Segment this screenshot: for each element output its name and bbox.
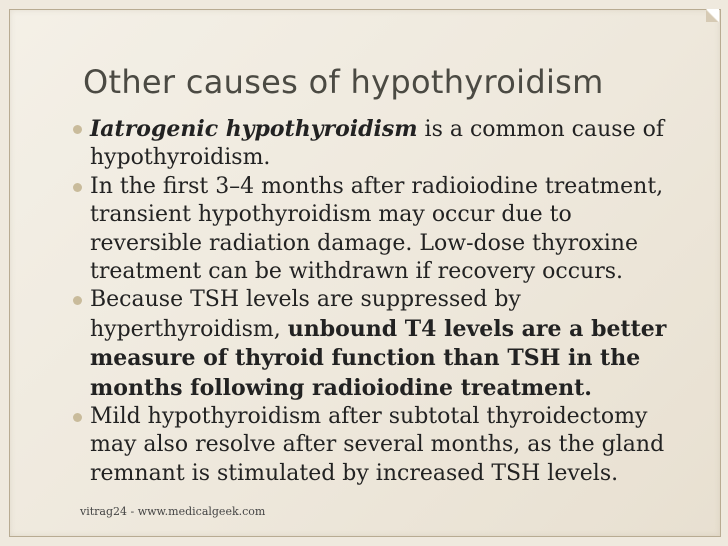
bullet-dot-icon [73, 413, 82, 422]
bullet-emphasis: Iatrogenic hypothyroidism [90, 116, 418, 142]
bullet-text: In the first 3–4 months after radioiodine treatment, transient hypothyroidism may occur due to reversible radiation damage. Low-dose thyroxine treatment can be withdrawn if recovery occurs. [90, 173, 664, 285]
bullet-strong-text: unbound T4 levels are a better measure of thyroid function than TSH in the months following radioiodine treatment. [90, 315, 667, 401]
bullet-list [72, 115, 672, 488]
bullet-text: is a common cause of hypothyroidism. [90, 117, 664, 171]
bullet-dot-icon [73, 183, 82, 192]
bullet-text: Mild hypothyroidism after subtotal thyroidectomy may also resolve after several months, as the gland remnant is stimulated by increased TSH levels. [90, 404, 665, 486]
bullet-item [72, 115, 672, 173]
slide-title: Other causes of hypothyroidism [83, 63, 604, 101]
bullet-item [72, 173, 672, 287]
page-corner-fold [706, 10, 718, 22]
slide-footer: vitrag24 - www.medicalgeek.com [80, 505, 266, 518]
bullet-item [72, 403, 672, 488]
bullet-item [72, 286, 672, 403]
bullet-text: Because TSH levels are suppressed by hyperthyroidism, [90, 287, 521, 342]
bullet-dot-icon [73, 125, 82, 134]
bullet-dot-icon [73, 296, 82, 305]
